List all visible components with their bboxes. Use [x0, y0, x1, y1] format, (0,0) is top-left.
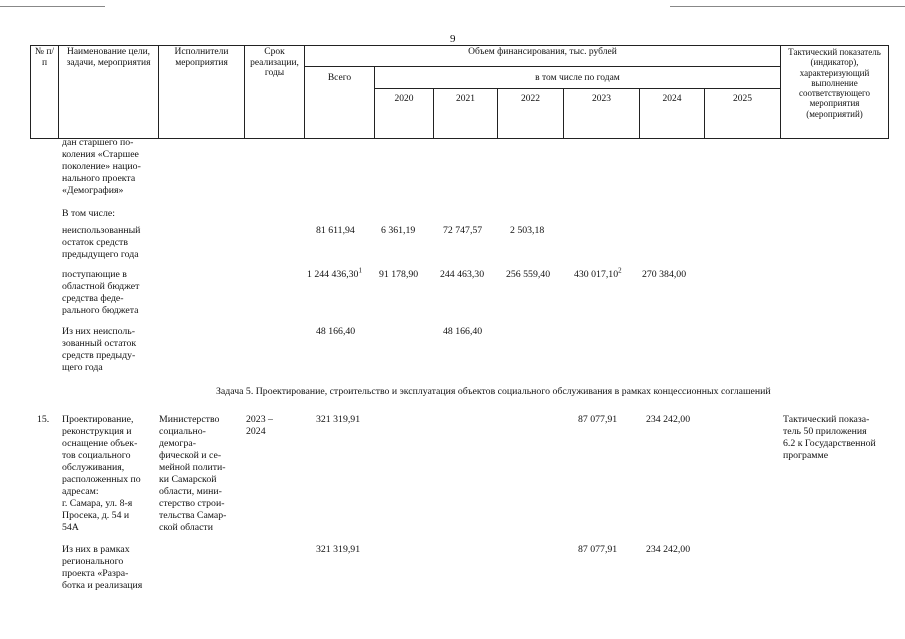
item-term: 2023 – 2024: [246, 414, 273, 437]
header-indicator: Тактический показатель (индикатор), характеризующий выполнение соответствующего мероприятия (мероприятий): [781, 46, 889, 139]
row-name: неиспользованный остаток средств предыдущего года: [62, 225, 141, 260]
row-name: поступающие в областной бюджет средства феде- рального бюджета: [62, 269, 140, 316]
item-name: Проектирование, реконструкция и оснащение объек- тов социального обслуживания, расположенных по адресам: г. Самара, ул. 8-я Просека, д. 54 и 54А: [62, 414, 141, 533]
item-executors: Министерство социально- демогра- фической и се- мейной полити- ки Самарской области, мини- стерство строи- тельства Самар- ской области: [159, 414, 227, 533]
header-funding: Объем финансирования, тыс. рублей: [305, 46, 781, 67]
row-name: В том числе:: [62, 208, 115, 219]
header-year-2025: 2025: [705, 89, 781, 139]
header-total: Всего: [305, 67, 375, 139]
cell-2023: 87 077,91: [578, 414, 618, 425]
cell-2021: 72 747,57: [443, 225, 483, 236]
cell-2020: 91 178,90: [379, 269, 419, 280]
header-no: № п/п: [31, 46, 59, 139]
cell-2023: 430 017,10$^2$: [574, 266, 622, 280]
row-name: дан старшего по- коления «Старшее поколение» нацио- нального проекта «Демография»: [62, 137, 141, 196]
cell-2024: 270 384,00: [642, 269, 687, 280]
cell-2021: 244 463,30: [440, 269, 485, 280]
header-year-2024: 2024: [640, 89, 705, 139]
header-term: Срок реализации, годы: [245, 46, 305, 139]
cell-2022: 2 503,18: [510, 225, 545, 236]
top-rule-right: [670, 6, 905, 7]
item-indicator: Тактический показа- тель 50 приложения 6.2 к Государственной программе: [783, 414, 876, 461]
cell-2022: 256 559,40: [506, 269, 551, 280]
row-name: Из них в рамках регионального проекта «Разра- ботка и реализация: [62, 544, 143, 591]
cell-total: 321 319,91: [316, 544, 361, 555]
header-executors: Исполнители мероприятия: [159, 46, 245, 139]
cell-total: 48 166,40: [316, 326, 356, 337]
cell-total: 1 244 436,30$^1$: [307, 266, 362, 280]
header-by-years: в том числе по годам: [375, 67, 781, 89]
header-year-2020: 2020: [375, 89, 434, 139]
cell-2020: 6 361,19: [381, 225, 416, 236]
header-year-2021: 2021: [434, 89, 498, 139]
table-header: [30, 45, 889, 139]
footnote-mark: 1: [358, 266, 362, 275]
header-year-2023: 2023: [564, 89, 640, 139]
top-rule-left: [0, 6, 105, 7]
cell-2023: 87 077,91: [578, 544, 618, 555]
header-name: Наименование цели, задачи, мероприятия: [59, 46, 159, 139]
header-year-2022: 2022: [498, 89, 564, 139]
footnote-mark: 2: [618, 266, 622, 275]
item-number: 15.: [37, 414, 50, 425]
page-number: 9: [450, 33, 456, 45]
cell-total: 321 319,91: [316, 414, 361, 425]
task-heading: Задача 5. Проектирование, строительство и эксплуатация объектов социального обслуживания в рамках концессионных соглашений: [216, 386, 771, 397]
cell-total: 81 611,94: [316, 225, 355, 236]
row-name: Из них неисполь- зованный остаток средств предыду- щего года: [62, 326, 137, 373]
cell-2021: 48 166,40: [443, 326, 483, 337]
cell-2024: 234 242,00: [646, 414, 691, 425]
cell-2024: 234 242,00: [646, 544, 691, 555]
